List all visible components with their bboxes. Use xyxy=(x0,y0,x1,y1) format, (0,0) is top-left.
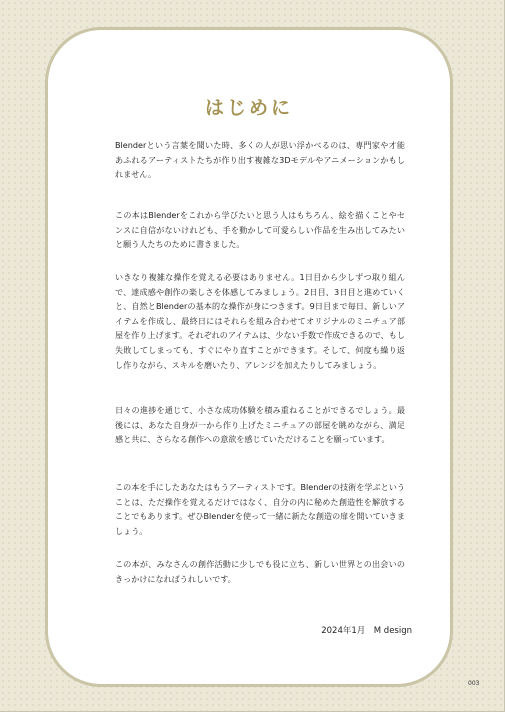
page-title: はじめに xyxy=(204,96,293,119)
intro-paragraph-4: 日々の進捗を通じて、小さな成功体験を積み重ねることができるでしょう。最後には、あなた自身が一から作り上げたミニチュアの部屋を眺めながら、満足感と共に、さらなる創作への意欲を感じていただけることを願っています。 xyxy=(115,405,405,445)
intro-paragraph-1: Blenderという言葉を聞いた時、多くの人が思い浮かべるのは、専門家や才能あふれるアーティストたちが作り出す複雑な3Dモデルやアニメーションかもしれません。 xyxy=(115,140,405,180)
intro-paragraph-3: いきなり複雑な操作を覚える必要はありません。1日目から少しずつ取り組んで、達成感や創作の楽しさを体感してみましょう。2日目、3日目と進めていくと、自然とBlenderの基本的な操作が身につきます。9日目まで毎日、新しいアイテムを作成し、最終日にはそれらを組み合わせてオリジナルのミニチュア部屋を作り上げます。それぞれのアイテムは、少ない手数で作成できるので、もし失敗してしまっても、すぐにやり直すことができます。そして、何度も繰り返し作りながら、スキルを磨いたり、アレンジを加えたりしてみましょう。 xyxy=(115,272,405,370)
intro-paragraph-6: この本が、みなさんの創作活動に少しでも役に立ち、新しい世界との出会いのきっかけになればうれしいです。 xyxy=(115,559,405,584)
intro-paragraph-2: この本はBlenderをこれから学びたいと思う人はもちろん、絵を描くことやセンスに自信がないけれども、手を動かして可愛らしい作品を生み出してみたいと願う人たちのために書きました。 xyxy=(115,210,405,250)
content-frame xyxy=(45,27,453,687)
intro-paragraph-5: この本を手にしたあなたはもうアーティストです。Blenderの技術を学ぶということは、ただ操作を覚えるだけではなく、自分の内に秘めた創造性を解放することでもあります。ぜひBlenderを使って一緒に新たな創造の扉を開いていきましょう。 xyxy=(115,482,405,536)
signature-date-author: 2024年1月 M design xyxy=(321,626,412,636)
page-number: 003 xyxy=(468,680,480,687)
